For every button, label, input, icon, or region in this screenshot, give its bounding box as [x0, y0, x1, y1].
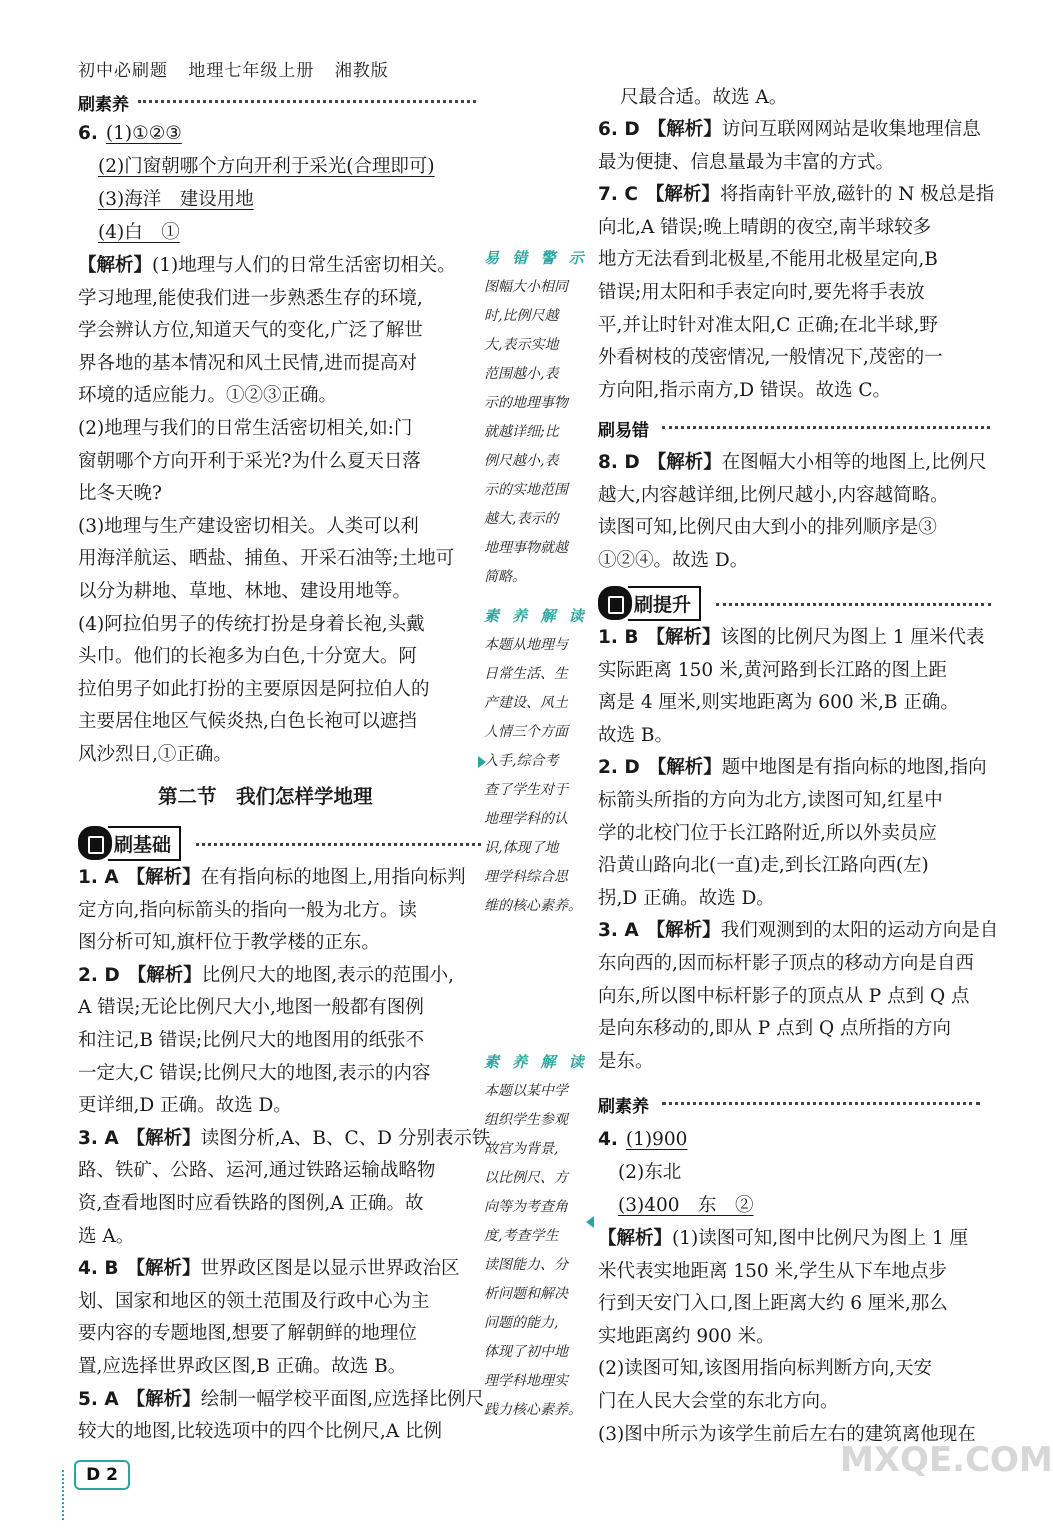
note-text: 产建设、风土: [484, 695, 568, 711]
analysis-text: 窗朝哪个方向开利于采光?为什么夏天日落: [78, 450, 421, 472]
analysis-tag: 【解析】: [647, 452, 722, 473]
analysis-text: (3)地理与生产建设密切相关。人类可以利: [78, 515, 419, 537]
analysis-text: ①②④。故选 D。: [598, 549, 749, 571]
note-text: 析问题和解决: [484, 1286, 568, 1302]
note-text: 入手,综合考: [484, 753, 559, 769]
analysis-text: 学习地理,能使我们进一步熟悉生存的环境,: [78, 287, 423, 309]
note-text: 度,考查学生: [484, 1228, 559, 1244]
analysis-text: 外看树枝的茂密情况,一般情况下,茂密的一: [598, 347, 943, 369]
margin-note-suyang-1: [484, 602, 594, 921]
note-text: 越大,表示的: [484, 511, 559, 527]
note-text: 理学科综合思: [484, 869, 568, 885]
analysis-text: 较大的地图,比较选项中的四个比例尺,A 比例: [78, 1421, 443, 1443]
analysis-text: 读图分析,A、B、C、D 分别表示铁: [200, 1127, 491, 1149]
note-text: 故宫为背景,: [484, 1141, 559, 1157]
analysis-text: 划、国家和地区的领土范围及行政中心为主: [78, 1290, 430, 1312]
analysis-tag: 【解析】: [646, 920, 721, 942]
note-text: 人情三个方面: [484, 724, 568, 740]
analysis-text: 错误;用太阳和手表定向时,要先将手表放: [598, 282, 925, 303]
q6-answer-4: (4)白 ①: [98, 222, 180, 243]
q6-answer-3: (3)海洋 建设用地: [98, 189, 254, 210]
note-heading: 易 错 警 示: [484, 249, 588, 267]
analysis-text: 题中地图是有指向标的地图,指向: [721, 757, 987, 779]
section-title: 第二节 我们怎样学地理: [158, 785, 373, 808]
margin-note-suyang-2: [484, 1048, 594, 1425]
divider-dots: [662, 426, 990, 429]
book-title: 初中必刷题: [78, 61, 168, 81]
item-number: 2. D: [78, 964, 120, 986]
note-text: 地理事物就越: [484, 540, 568, 556]
analysis-text: 拐,D 正确。故选 D。: [598, 887, 775, 909]
item-number: 7. C: [598, 184, 638, 206]
divider-dots: [138, 100, 476, 103]
analysis-text: 越大,内容越详细,比例尺越小,内容越简略。: [598, 484, 949, 506]
analysis-text: 读图可知,比例尺由大到小的排列顺序是③: [598, 517, 937, 539]
q6-analysis: [78, 250, 456, 282]
edition-label: 湘教版: [334, 61, 389, 81]
analysis-tag: 【解析】: [645, 184, 720, 206]
note-text: 图幅大小相同: [484, 279, 568, 295]
analysis-text: 实际距离 150 米,黄河路到长江路的图上距: [598, 659, 947, 681]
analysis-text: (3)图中所示为该学生前后左右的建筑离他现在: [598, 1423, 976, 1445]
note-text: 大,表示实地: [484, 337, 559, 353]
analysis-text: 实地距离约 900 米。: [598, 1325, 775, 1347]
q4-answer-3: (3)400 东 ②: [618, 1195, 754, 1216]
analysis-tag: 【解析】: [126, 1127, 201, 1149]
watermark: MXQE.COM: [840, 1440, 1053, 1480]
note-text: 日常生活、生: [484, 666, 568, 682]
analysis-tag: 【解析】: [127, 964, 202, 986]
analysis-tag: 【解析】: [126, 867, 201, 888]
analysis-text: 沿黄山路向北(一直)走,到长江路向西(左): [598, 855, 929, 877]
analysis-text: 路、铁矿、公路、运河,通过铁路运输战略物: [78, 1160, 436, 1182]
item-number: 1. A: [78, 867, 119, 888]
analysis-text: 门在人民大会堂的东北方向。: [598, 1391, 839, 1412]
item-number: 6.: [78, 123, 98, 144]
note-text: 就越详细;比: [484, 424, 559, 440]
item-number: 4.: [598, 1129, 618, 1150]
note-text: 本题从地理与: [484, 637, 568, 653]
analysis-text: 学的北校门位于长江路附近,所以外卖员应: [598, 822, 937, 844]
note-text: 地理学科的认: [484, 811, 568, 827]
analysis-text: 访问互联网网站是收集地理信息: [721, 119, 981, 140]
analysis-text: 米代表实地距离 150 米,学生从下车地点步: [598, 1260, 947, 1282]
subject-title: 地理七年级上册: [188, 61, 315, 81]
analysis-text: 定方向,指向标箭头的指向一般为北方。读: [78, 899, 417, 921]
analysis-text: 比冬天晚?: [78, 483, 162, 505]
analysis-text: (2)读图可知,该图用指向标判断方向,天安: [598, 1358, 932, 1380]
analysis-text: 学会辨认方位,知道天气的变化,广泛了解世: [78, 320, 423, 342]
analysis-text: 一定大,C 错误;比例尺大的地图,表示的内容: [78, 1062, 431, 1084]
item-number: 4. B: [78, 1258, 119, 1280]
analysis-text: 最为便捷、信息量最为丰富的方式。: [598, 151, 895, 173]
note-text: 范围越小,表: [484, 366, 559, 382]
note-text: 维的核心素养。: [484, 898, 582, 914]
page-number: D 2: [74, 1460, 130, 1490]
analysis-text: 环境的适应能力。①②③正确。: [78, 385, 338, 407]
analysis-text: 平,并让时针对准太阳,C 正确;在北半球,野: [598, 314, 938, 336]
badge-tisheng: [598, 586, 701, 620]
note-text: 体现了初中地: [484, 1344, 568, 1360]
answer-text: (1)①②③: [105, 123, 182, 144]
note-text: 时,比例尺越: [484, 308, 559, 324]
note-text: 问题的能力,: [484, 1315, 559, 1331]
analysis-tag: 【解析】: [647, 119, 722, 140]
analysis-tag: 【解析】: [126, 1388, 201, 1410]
analysis-text: 拉伯男子如此打扮的主要原因是阿拉伯人的: [78, 678, 430, 700]
arrow-left-icon: [586, 1216, 594, 1228]
analysis-text: 将指南针平放,磁针的 N 极总是指: [719, 184, 995, 206]
note-text: 向等为考查角: [484, 1199, 568, 1215]
analysis-text: 置,应选择世界政区图,B 正确。故选 B。: [78, 1356, 407, 1377]
analysis-text: (4)阿拉伯男子的传统打扮是身着长袍,头戴: [78, 613, 425, 635]
q4-answer-1: [598, 1124, 687, 1156]
analysis-text: 向北,A 错误;晚上晴朗的夜空,南半球较多: [598, 216, 932, 238]
left-item-4: [78, 1253, 459, 1285]
arrow-right-icon: [478, 756, 486, 768]
section-suyang-right: 刷素养: [598, 1097, 649, 1117]
analysis-tag: 【解析】: [598, 1228, 673, 1249]
analysis-text: 东向西的,因而标杆影子顶点的移动方向是自西: [598, 953, 974, 974]
analysis-text: 地方无法看到北极星,不能用北极星定向,B: [598, 249, 938, 271]
analysis-text: 以分为耕地、草地、林地、建设用地等。: [78, 581, 412, 602]
note-text: 查了学生对于: [484, 782, 568, 798]
analysis-text: (2)地理与我们的日常生活密切相关,如:门: [78, 418, 413, 439]
note-text: 示的地理事物: [484, 395, 568, 411]
analysis-tag: 【解析】: [78, 255, 153, 276]
q6-answer-1: [78, 118, 182, 150]
item-number: 1. B: [598, 627, 639, 648]
right-tisheng-item-3: [598, 915, 998, 947]
analysis-text: 图分析可知,旗杆位于教学楼的正东。: [78, 932, 380, 954]
note-heading: 素 养 解 读: [484, 607, 588, 625]
badge-jichu: [78, 826, 181, 860]
analysis-tag: 【解析】: [647, 757, 722, 779]
analysis-text: 和注记,B 错误;比例尺大的地图用的纸张不: [78, 1030, 425, 1051]
pen-icon: [78, 826, 112, 860]
item-number: 5. A: [78, 1388, 119, 1410]
q4-answer-2: (2)东北: [618, 1162, 682, 1183]
right-item-8: [598, 447, 987, 479]
pen-icon: [598, 586, 632, 620]
analysis-text: 要内容的专题地图,想要了解朝鲜的地理位: [78, 1323, 417, 1345]
analysis-text: 头巾。他们的长袍多为白色,十分宽大。阿: [78, 646, 417, 668]
badge-label: 刷基础: [108, 826, 181, 861]
analysis-text: 绘制一幅学校平面图,应选择比例尺: [200, 1388, 485, 1410]
analysis-text: 标箭头所指的方向为北方,读图可知,红星中: [598, 790, 943, 811]
divider-dots: [662, 1102, 980, 1105]
analysis-tag: 【解析】: [126, 1258, 201, 1280]
q4-analysis: [598, 1223, 968, 1255]
analysis-text: 主要居住地区气候炎热,白色长袍可以遮挡: [78, 711, 417, 733]
analysis-text: 是向东移动的,即从 P 点到 Q 点所指的方向: [598, 1018, 952, 1040]
note-heading: 素 养 解 读: [484, 1053, 588, 1071]
answer-text: (1)900: [625, 1129, 688, 1150]
analysis-text: 行到天安门入口,图上距离大约 6 厘米,那么: [598, 1293, 948, 1315]
analysis-text: 界各地的基本情况和风土民情,进而提高对: [78, 352, 417, 374]
analysis-text: 用海洋航运、晒盐、捕鱼、开采石油等;土地可: [78, 548, 455, 570]
note-text: 践力核心素养。: [484, 1402, 582, 1418]
page-header: [78, 56, 403, 81]
analysis-text: (1)地理与人们的日常生活密切相关。: [152, 255, 456, 276]
divider-dots: [716, 603, 991, 606]
footer-marker: [62, 1470, 64, 1520]
analysis-text: A 错误;无论比例尺大小,地图一般都有图例: [78, 997, 424, 1019]
divider-dots: [196, 843, 481, 846]
right-item-6: [598, 114, 981, 146]
left-item-3: [78, 1123, 490, 1155]
analysis-text: 选 A。: [78, 1225, 135, 1247]
note-text: 简略。: [484, 569, 526, 585]
item-number: 3. A: [78, 1127, 119, 1149]
note-text: 本题以某中学: [484, 1083, 568, 1099]
margin-note-yicuo: [484, 244, 594, 592]
analysis-text: 我们观测到的太阳的运动方向是自: [720, 920, 999, 942]
analysis-text: 资,查看地图时应看铁路的图例,A 正确。故: [78, 1193, 424, 1214]
note-text: 识,体现了地: [484, 840, 559, 856]
analysis-text: 故选 B。: [598, 724, 673, 746]
analysis-text: 是东。: [598, 1050, 654, 1072]
item-number: 2. D: [598, 757, 640, 779]
item-number: 6. D: [598, 119, 640, 140]
analysis-text: 在有指向标的地图上,用指向标判: [200, 867, 466, 888]
left-item-1: [78, 862, 466, 894]
analysis-text: 世界政区图是以显示世界政治区: [200, 1258, 460, 1280]
analysis-text: 离是 4 厘米,则实地距离为 600 米,B 正确。: [598, 692, 959, 714]
analysis-text: 更详细,D 正确。故选 D。: [78, 1095, 292, 1117]
analysis-text: 风沙烈日,①正确。: [78, 744, 232, 765]
left-item-2: [78, 960, 454, 992]
analysis-text: 该图的比例尺为图上 1 厘米代表: [720, 627, 985, 648]
section-yicuo: 刷易错: [598, 421, 649, 441]
analysis-text: 比例尺大的地图,表示的范围小,: [201, 964, 454, 986]
note-text: 理学科地理实: [484, 1373, 568, 1389]
note-text: 组织学生参观: [484, 1112, 568, 1128]
item-number: 3. A: [598, 920, 639, 942]
analysis-text: 在图幅大小相等的地图上,比例尺: [721, 452, 987, 473]
analysis-text: 向东,所以图中标杆影子的顶点从 P 点到 Q 点: [598, 985, 970, 1007]
analysis-text: 方向阳,指示南方,D 错误。故选 C。: [598, 379, 892, 401]
left-item-5: [78, 1384, 484, 1416]
q6-answer-2: (2)门窗朝哪个方向开利于采光(合理即可): [98, 156, 435, 177]
badge-label: 刷提升: [628, 586, 701, 621]
right-tisheng-item-1: [598, 622, 985, 654]
note-text: 示的实地范围: [484, 482, 568, 498]
analysis-text: (1)读图可知,图中比例尺为图上 1 厘: [672, 1228, 969, 1249]
item-number: 8. D: [598, 452, 640, 473]
analysis-tag: 【解析】: [646, 627, 721, 648]
right-tisheng-item-2: [598, 752, 987, 784]
section-suyang-left: 刷素养: [78, 95, 129, 115]
continued-text: 尺最合适。故选 A。: [620, 87, 788, 108]
right-item-7: [598, 179, 994, 211]
note-text: 例尺越小,表: [484, 453, 559, 469]
note-text: 读图能力、分: [484, 1257, 568, 1273]
note-text: 以比例尺、方: [484, 1170, 568, 1186]
